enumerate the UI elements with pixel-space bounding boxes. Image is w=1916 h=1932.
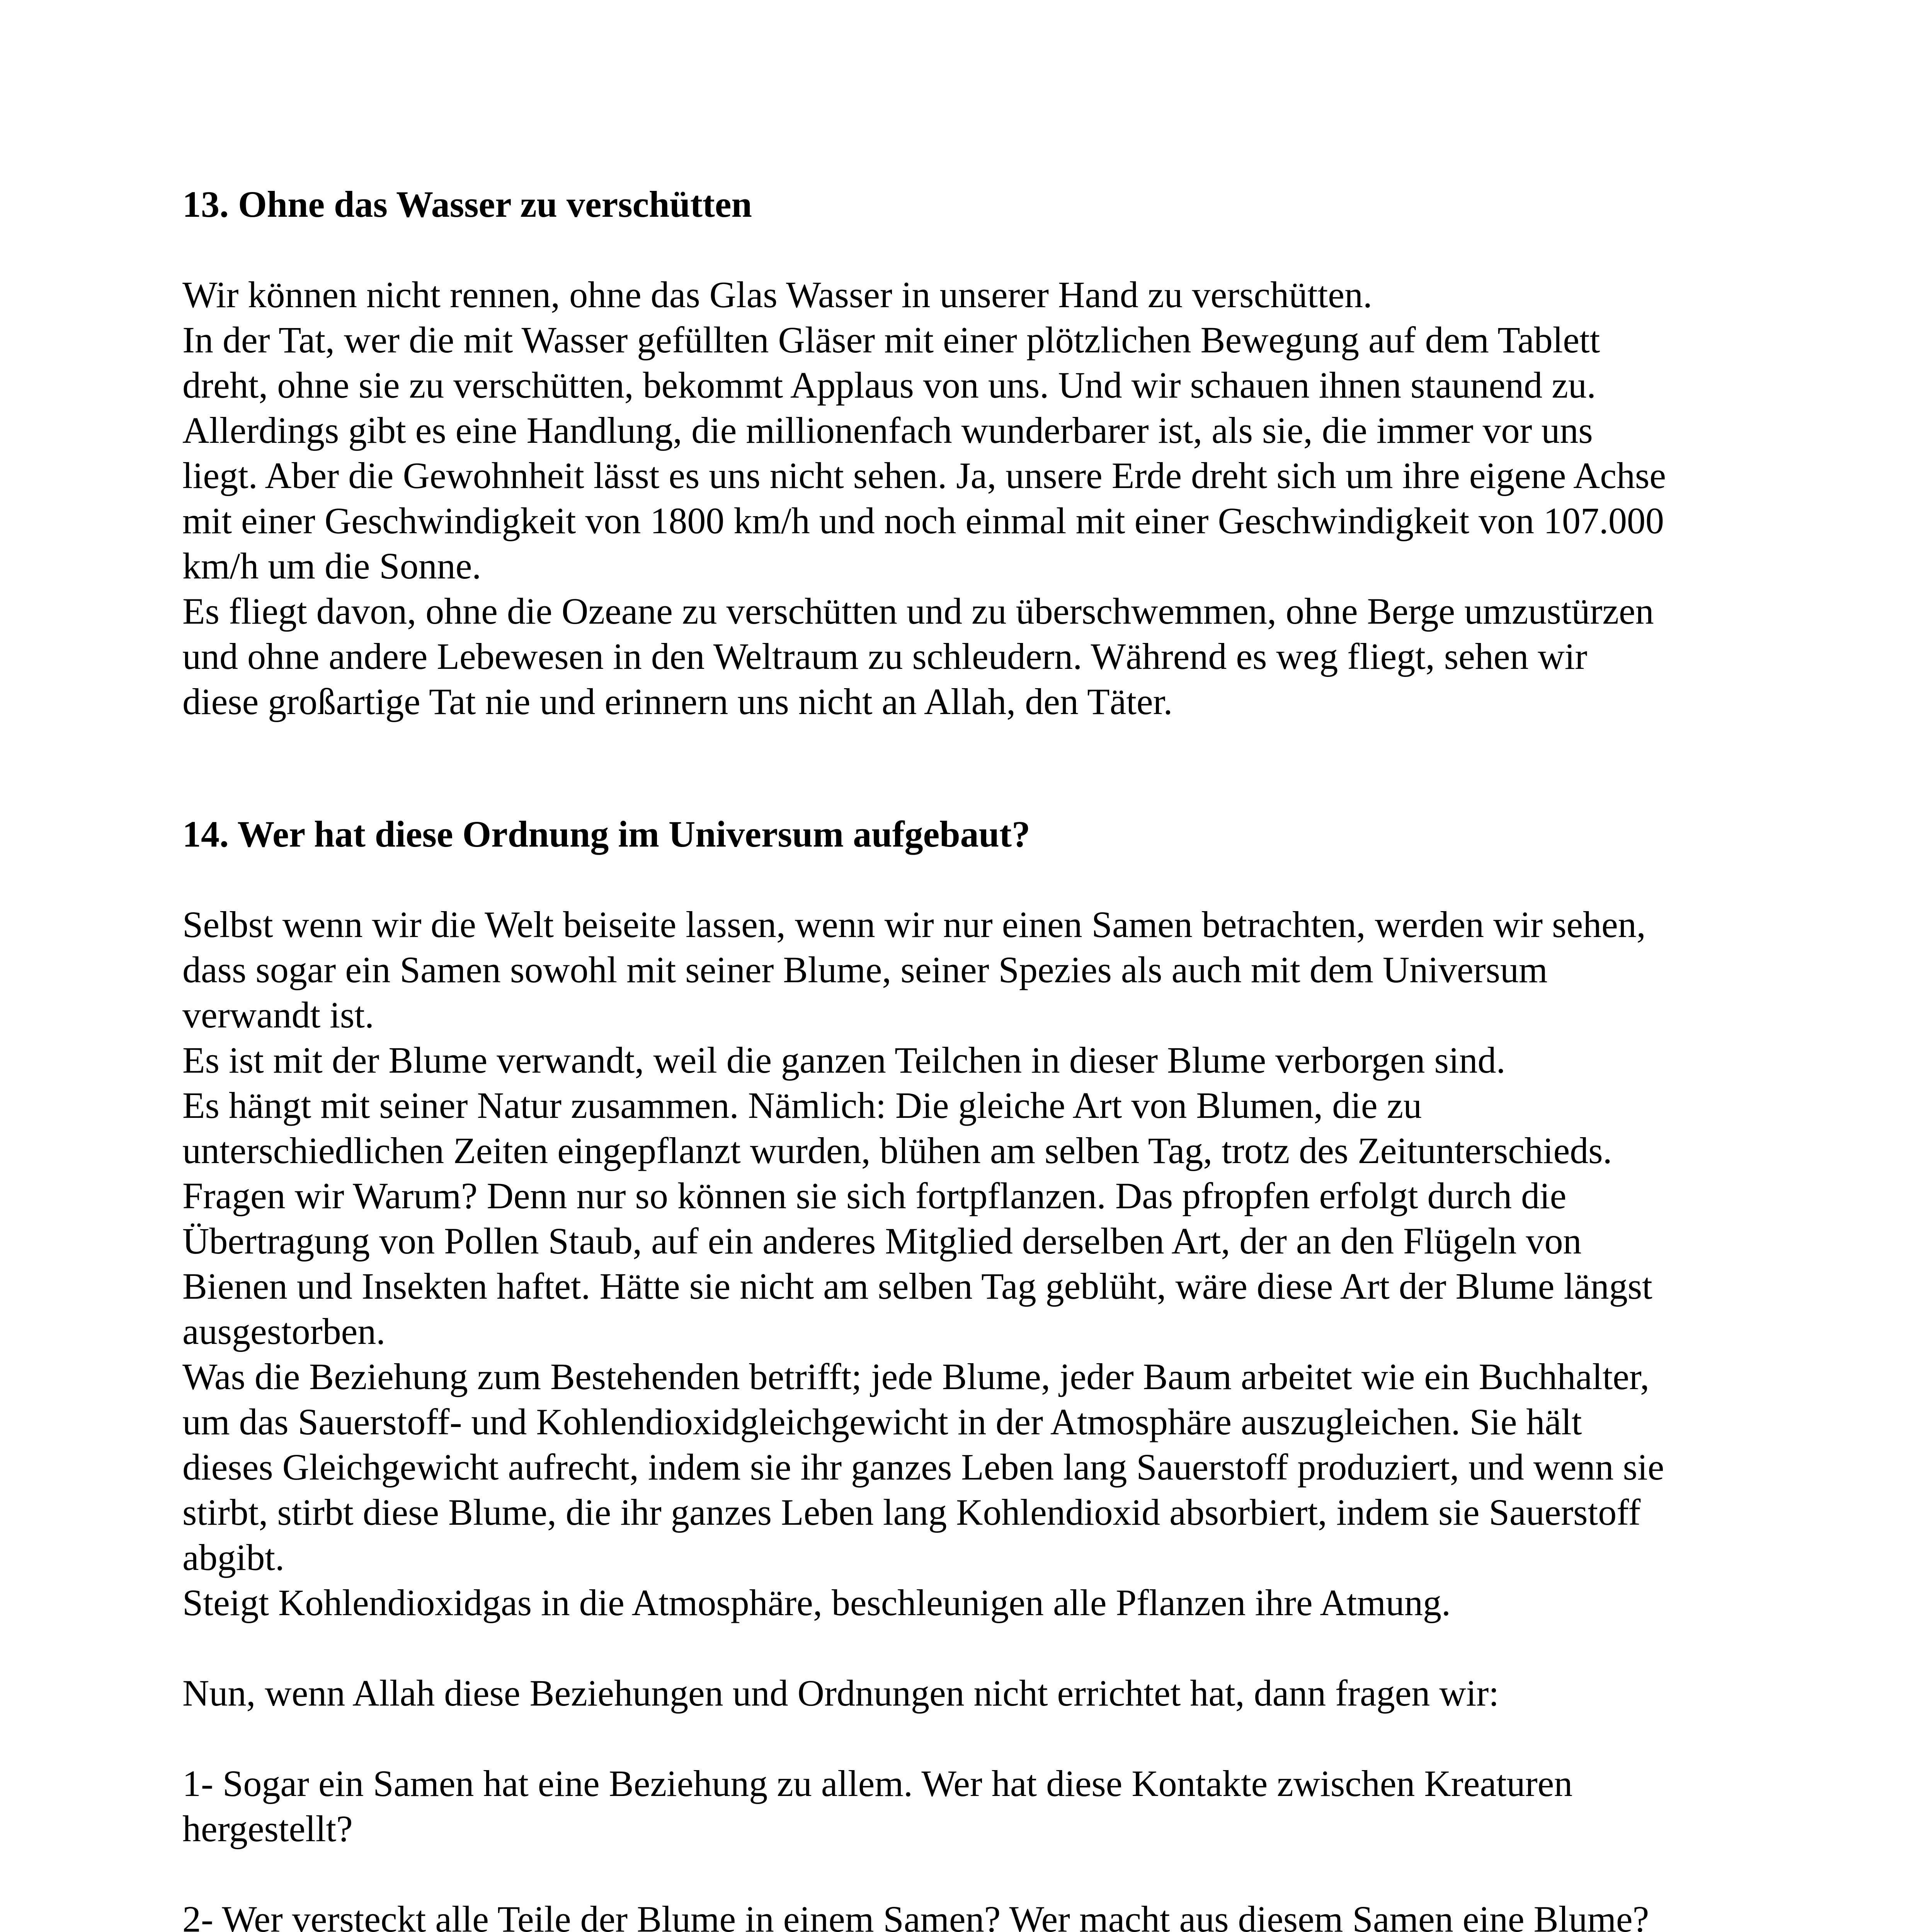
text-line: unterschiedlichen Zeiten eingepflanzt wurden, blühen am selben Tag, trotz des Zeitunterschieds.: [182, 1130, 1612, 1171]
paragraph-gap: [182, 1625, 1751, 1670]
paragraph-gap: [182, 857, 1751, 902]
text-line: stirbt, stirbt diese Blume, die ihr ganzes Leben lang Kohlendioxid absorbiert, indem sie Sauerstoff: [182, 1492, 1641, 1533]
text-line: ausgestorben.: [182, 1311, 386, 1352]
text-line: In der Tat, wer die mit Wasser gefüllten Gläser mit einer plötzlichen Bewegung auf dem Tablett: [182, 319, 1600, 361]
text-line: liegt. Aber die Gewohnheit lässt es uns nicht sehen. Ja, unsere Erde dreht sich um ihre eigene Achse: [182, 455, 1666, 496]
text-line: Nun, wenn Allah diese Beziehungen und Ordnungen nicht errichtet hat, dann fragen wir:: [182, 1672, 1499, 1714]
text-line: dass sogar ein Samen sowohl mit seiner Blume, seiner Spezies als auch mit dem Universum: [182, 949, 1548, 990]
section-heading: 13. Ohne das Wasser zu verschütten: [182, 184, 752, 225]
text-line: abgibt.: [182, 1537, 284, 1578]
text-line: Allerdings gibt es eine Handlung, die millionenfach wunderbarer ist, als sie, die immer vor uns: [182, 410, 1593, 451]
section-heading: 14. Wer hat diese Ordnung im Universum aufgebaut?: [182, 813, 1030, 855]
section-13: [182, 182, 1751, 724]
text-line: 2- Wer versteckt alle Teile der Blume in einem Samen? Wer macht aus diesem Samen eine Blume?: [182, 1898, 1649, 1932]
text-line: 1- Sogar ein Samen hat eine Beziehung zu allem. Wer hat diese Kontakte zwischen Kreaturen: [182, 1763, 1573, 1804]
text-line: Wir können nicht rennen, ohne das Glas Wasser in unserer Hand zu verschütten.: [182, 274, 1373, 315]
text-line: dieses Gleichgewicht aufrecht, indem sie ihr ganzes Leben lang Sauerstoff produziert, und wenn sie: [182, 1446, 1664, 1488]
paragraph: [182, 902, 1751, 1625]
text-line: Bienen und Insekten haftet. Hätte sie nicht am selben Tag geblüht, wäre diese Art der Blume längst: [182, 1265, 1652, 1307]
text-line: Es fliegt davon, ohne die Ozeane zu verschütten und zu überschwemmen, ohne Berge umzustürzen: [182, 590, 1654, 632]
question-item: [182, 1896, 1751, 1932]
text-line: Es hängt mit seiner Natur zusammen. Nämlich: Die gleiche Art von Blumen, die zu: [182, 1085, 1422, 1126]
text-line: dreht, ohne sie zu verschütten, bekommt Applaus von uns. Und wir schauen ihnen staunend zu.: [182, 364, 1596, 406]
text-line: Übertragung von Pollen Staub, auf ein anderes Mitglied derselben Art, der an den Flügeln von: [182, 1220, 1582, 1262]
paragraph: [182, 272, 1751, 724]
text-line: Fragen wir Warum? Denn nur so können sie sich fortpflanzen. Das pfropfen erfolgt durch die: [182, 1175, 1567, 1216]
text-line: Was die Beziehung zum Bestehenden betrifft; jede Blume, jeder Baum arbeitet wie ein Buchhalter,: [182, 1356, 1650, 1397]
paragraph: [182, 1670, 1751, 1716]
text-line: km/h um die Sonne.: [182, 545, 482, 587]
text-line: um das Sauerstoff- und Kohlendioxidgleichgewicht in der Atmosphäre auszugleichen. Sie hält: [182, 1401, 1582, 1442]
text-line: hergestellt?: [182, 1808, 353, 1849]
question-item: [182, 1761, 1751, 1851]
text-line: und ohne andere Lebewesen in den Weltraum zu schleudern. Während es weg fliegt, sehen wir: [182, 636, 1588, 677]
text-line: Steigt Kohlendioxidgas in die Atmosphäre, beschleunigen alle Pflanzen ihre Atmung.: [182, 1582, 1451, 1623]
paragraph-gap: [182, 1716, 1751, 1761]
text-line: verwandt ist.: [182, 994, 374, 1036]
text-line: diese großartige Tat nie und erinnern uns nicht an Allah, den Täter.: [182, 681, 1173, 722]
section-14: [182, 811, 1751, 1932]
text-line: Selbst wenn wir die Welt beiseite lassen, wenn wir nur einen Samen betrachten, werden wir sehen,: [182, 904, 1646, 945]
text-line: Es ist mit der Blume verwandt, weil die ganzen Teilchen in dieser Blume verborgen sind.: [182, 1039, 1506, 1081]
text-line: mit einer Geschwindigkeit von 1800 km/h und noch einmal mit einer Geschwindigkeit von 107.000: [182, 500, 1664, 541]
paragraph-gap: [182, 1851, 1751, 1896]
paragraph-gap: [182, 227, 1751, 272]
